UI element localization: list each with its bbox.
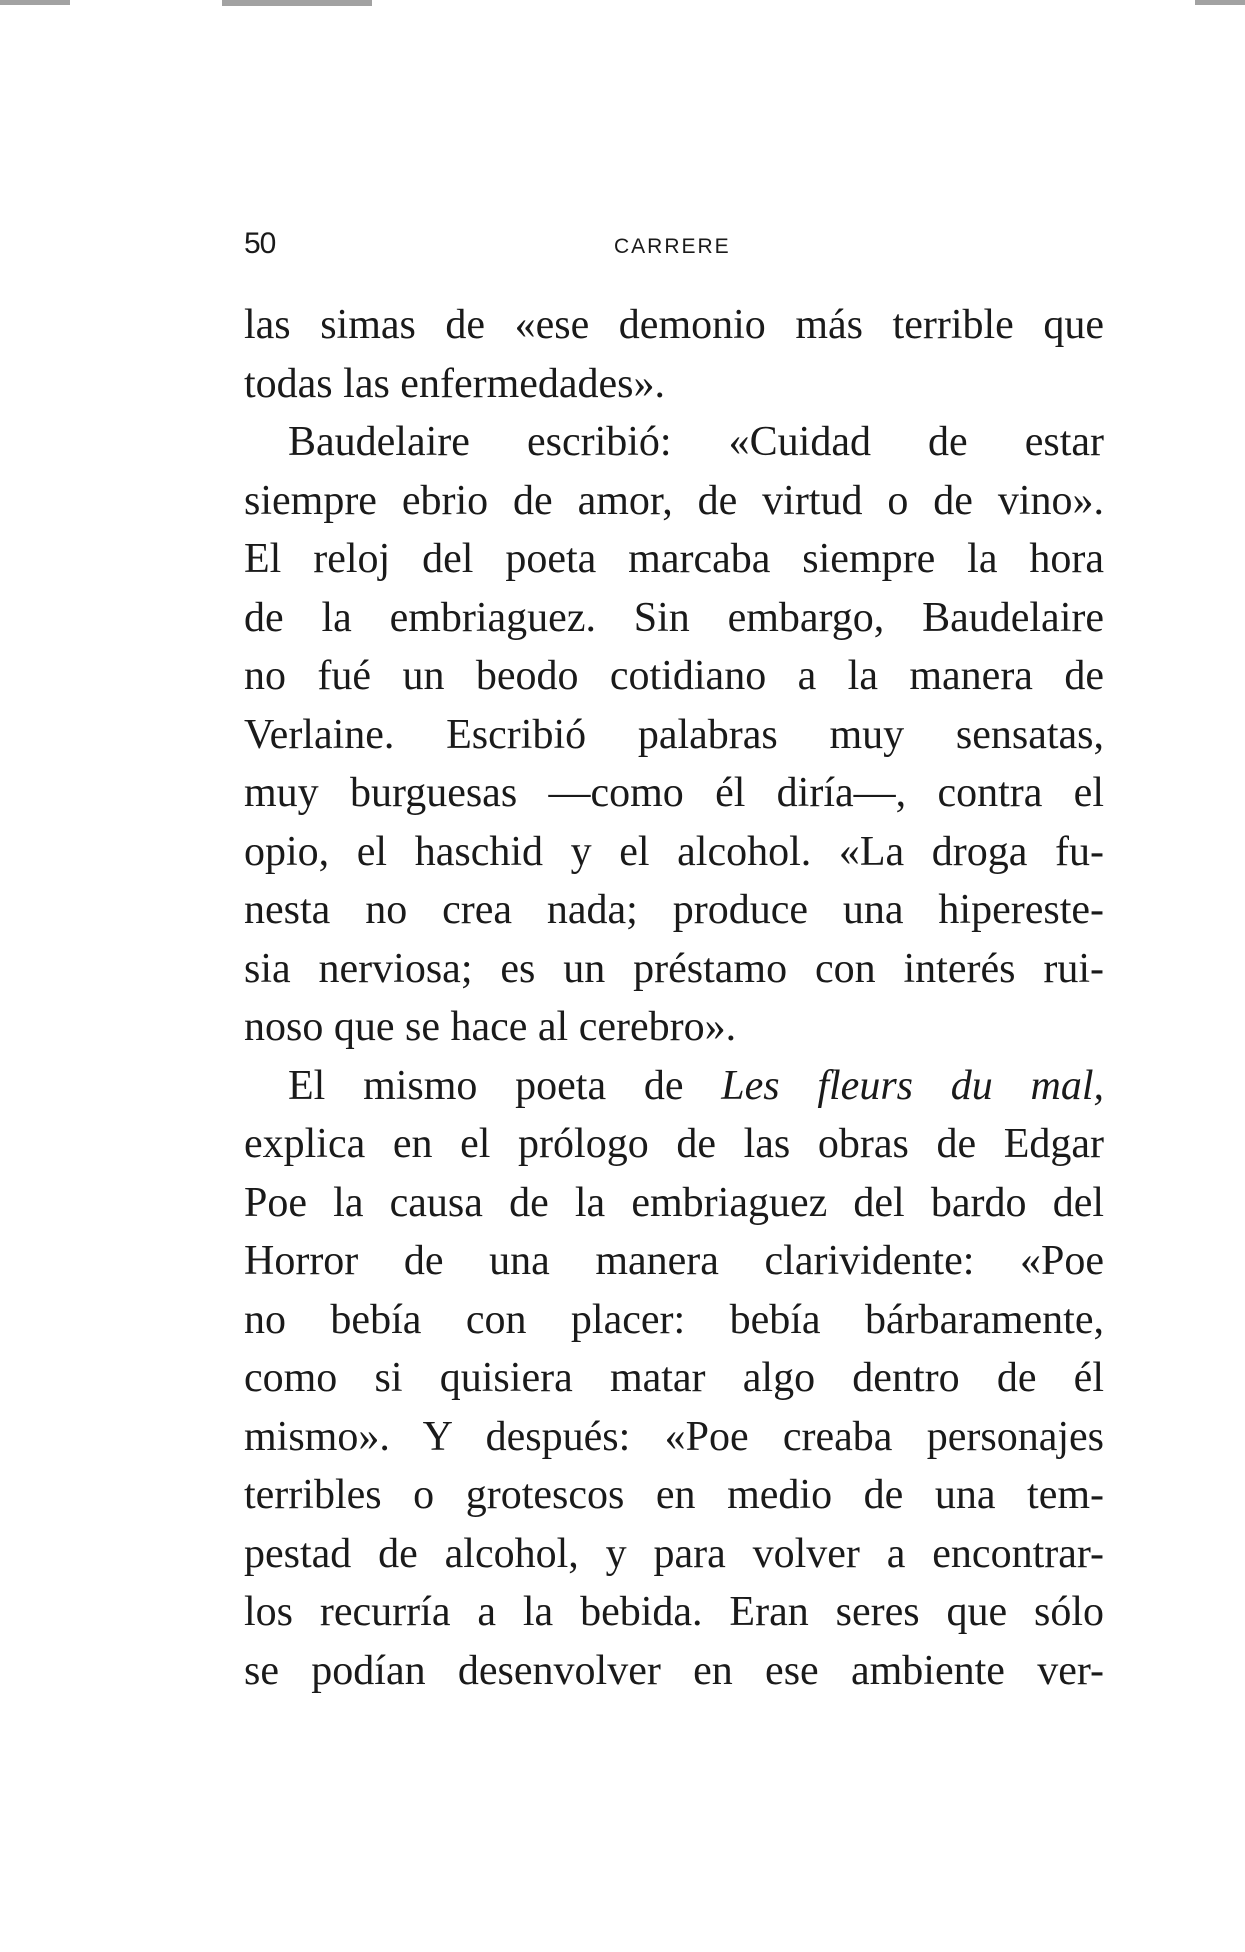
text-line: pestad de alcohol, y para volver a encontrar- [244, 1530, 1104, 1577]
text-line: nesta no crea nada; produce una hipereste- [244, 887, 1104, 933]
text-line: Baudelaire escribió: «Cuidad de estar [288, 419, 1104, 465]
running-title: CARRERE [614, 235, 731, 258]
text-line [244, 1057, 1104, 1116]
scan-mark-top-left [0, 0, 70, 5]
text-line: opio, el haschid y el alcohol. «La droga fu- [244, 828, 1104, 875]
text-line: terribles o grotescos en medio de una tem- [244, 1472, 1104, 1518]
page-number: 50 [244, 227, 276, 260]
text-line: muy burguesas —como él diría—, contra el [244, 770, 1104, 816]
text-line: noso que se hace al cerebro». [244, 1004, 737, 1050]
text-line: como si quisiera matar algo dentro de él [244, 1355, 1104, 1401]
text-line: de la embriaguez. Sin embargo, Baudelaire [244, 594, 1104, 641]
text-line: los recurría a la bebida. Eran seres que sólo [244, 1589, 1104, 1635]
book-title: Les fleurs du mal, [721, 1062, 1104, 1109]
text-line: siempre ebrio de amor, de virtud o de vino». [244, 477, 1104, 524]
body-text [244, 296, 1104, 1700]
text-span: El mismo poeta de [288, 1062, 722, 1109]
scan-mark-top-right [1195, 0, 1245, 5]
text-line: Horror de una manera clarividente: «Poe [244, 1238, 1104, 1284]
scan-mark-top-middle [222, 0, 372, 6]
text-line: no fué un beodo cotidiano a la manera de [244, 653, 1104, 699]
text-line: las simas de «ese demonio más terrible que [244, 302, 1104, 348]
text-line: Poe la causa de la embriaguez del bardo del [244, 1179, 1104, 1226]
text-line: no bebía con placer: bebía bárbaramente, [244, 1296, 1104, 1343]
running-head [244, 225, 1104, 265]
text-line: explica en el prólogo de las obras de Edgar [244, 1121, 1104, 1167]
text-line: se podían desenvolver en ese ambiente ver- [244, 1647, 1104, 1694]
text-line: todas las enfermedades». [244, 360, 666, 407]
text-line: sia nerviosa; es un préstamo con interés rui- [244, 945, 1104, 992]
text-line: Verlaine. Escribió palabras muy sensatas, [244, 711, 1104, 758]
text-line: mismo». Y después: «Poe creaba personajes [244, 1413, 1104, 1460]
text-line: El reloj del poeta marcaba siempre la hora [244, 536, 1104, 582]
